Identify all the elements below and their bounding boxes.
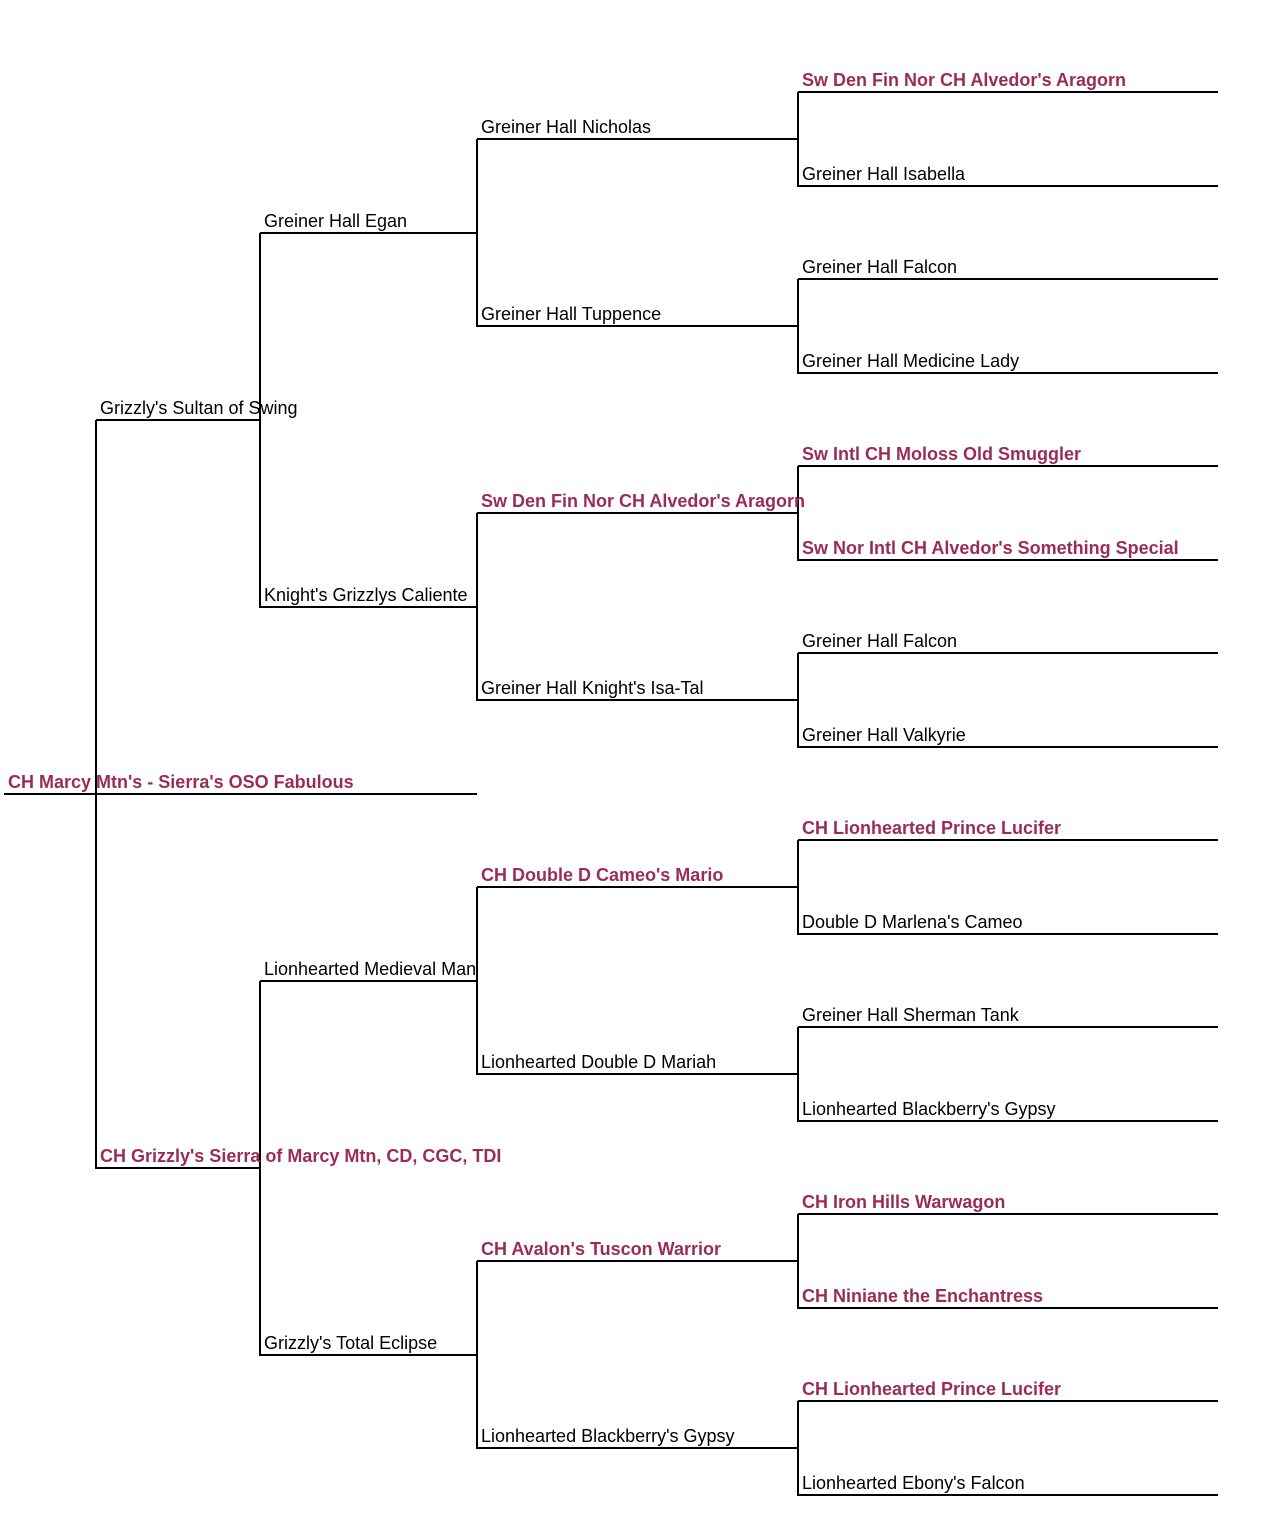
ancestor-gen4-name: CH Double D Cameo's Mario	[481, 865, 724, 885]
sire-line	[96, 419, 260, 421]
gen5-line	[798, 91, 1218, 93]
gen4-connector	[797, 1027, 799, 1122]
ancestor-gen4-name: Sw Den Fin Nor CH Alvedor's Aragorn	[481, 491, 805, 511]
ancestor-gen5-name: Greiner Hall Medicine Lady	[802, 351, 1020, 371]
gen3-line	[260, 606, 477, 608]
ancestor-gen4-name: Greiner Hall Knight's Isa-Tal	[481, 678, 704, 698]
gen4-line	[477, 1260, 798, 1262]
gen4-line	[477, 699, 798, 701]
gen4-line	[477, 886, 798, 888]
ancestor-gen4-name: Greiner Hall Tuppence	[481, 304, 662, 324]
ancestor-gen5-name: CH Lionhearted Prince Lucifer	[802, 818, 1062, 838]
ancestor-gen5-name: Sw Intl CH Moloss Old Smuggler	[802, 444, 1082, 464]
gen3-connector	[476, 139, 478, 327]
gen5-line	[798, 1026, 1218, 1028]
gen4-line	[477, 325, 798, 327]
gen4-line	[477, 1447, 798, 1449]
gen4-connector	[797, 279, 799, 374]
ancestor-gen5-name: CH Iron Hills Warwagon	[802, 1192, 1006, 1212]
gen5-line	[798, 559, 1218, 561]
gen3-line	[260, 232, 477, 234]
dam-connector	[259, 981, 261, 1356]
gen5-line	[798, 465, 1218, 467]
gen5-line	[798, 1307, 1218, 1309]
ancestor-gen5-name: Sw Nor Intl CH Alvedor's Something Special	[802, 538, 1179, 558]
gen3-line	[260, 1354, 477, 1356]
gen3-connector	[476, 1261, 478, 1449]
gen5-line	[798, 372, 1218, 374]
gen4-connector	[797, 92, 799, 187]
ancestor-gen3-name: Grizzly's Total Eclipse	[264, 1333, 438, 1353]
gen4-connector	[797, 466, 799, 561]
sire-connector	[259, 233, 261, 608]
dam-line	[96, 1167, 260, 1169]
gen5-line	[798, 1400, 1218, 1402]
ancestor-gen5-name: Lionhearted Blackberry's Gypsy	[802, 1099, 1056, 1119]
ancestor-gen5-name: Greiner Hall Isabella	[802, 164, 966, 184]
ancestor-gen4-name: Lionhearted Blackberry's Gypsy	[481, 1426, 735, 1446]
ancestor-gen4-name: Greiner Hall Nicholas	[481, 117, 652, 137]
ancestor-gen5-name: Greiner Hall Sherman Tank	[802, 1005, 1019, 1025]
gen3-line	[260, 980, 477, 982]
gen5-line	[798, 839, 1218, 841]
gen3-connector	[476, 887, 478, 1075]
gen4-connector	[797, 1214, 799, 1309]
ancestor-gen5-name: Greiner Hall Falcon	[802, 257, 958, 277]
ancestor-gen5-name: Greiner Hall Valkyrie	[802, 725, 966, 745]
gen5-line	[798, 278, 1218, 280]
gen5-line	[798, 1120, 1218, 1122]
gen4-connector	[797, 840, 799, 935]
ancestor-gen3-name: Greiner Hall Egan	[264, 211, 408, 231]
ancestor-gen4-name: Lionhearted Double D Mariah	[481, 1052, 717, 1072]
gen3-connector	[476, 513, 478, 701]
ancestor-gen5-name: Double D Marlena's Cameo	[802, 912, 1023, 932]
sire-name: Grizzly's Sultan of Swing	[100, 398, 298, 418]
ancestor-gen5-name: CH Niniane the Enchantress	[802, 1286, 1044, 1306]
ancestor-gen3-name: Knight's Grizzlys Caliente	[264, 585, 468, 605]
gen5-line	[798, 933, 1218, 935]
ancestor-gen5-name: Greiner Hall Falcon	[802, 631, 958, 651]
ancestor-gen5-name: Sw Den Fin Nor CH Alvedor's Aragorn	[802, 70, 1126, 90]
gen5-line	[798, 746, 1218, 748]
ancestor-gen5-name: CH Lionhearted Prince Lucifer	[802, 1379, 1062, 1399]
gen4-connector	[797, 1401, 799, 1496]
gen4-line	[477, 1073, 798, 1075]
ancestor-gen5-name: Lionhearted Ebony's Falcon	[802, 1473, 1025, 1493]
subject-line	[4, 793, 477, 795]
gen5-line	[798, 652, 1218, 654]
gen5-line	[798, 185, 1218, 187]
ancestor-gen4-name: CH Avalon's Tuscon Warrior	[481, 1239, 721, 1259]
subject-name: CH Marcy Mtn's - Sierra's OSO Fabulous	[8, 772, 354, 792]
gen4-line	[477, 512, 798, 514]
subject-connector	[95, 420, 97, 1169]
gen4-connector	[797, 653, 799, 748]
ancestor-gen3-name: Lionhearted Medieval Man	[264, 959, 477, 979]
dam-name: CH Grizzly's Sierra of Marcy Mtn, CD, CGC, TDI	[100, 1146, 502, 1166]
gen5-line	[798, 1494, 1218, 1496]
gen4-line	[477, 138, 798, 140]
gen5-line	[798, 1213, 1218, 1215]
